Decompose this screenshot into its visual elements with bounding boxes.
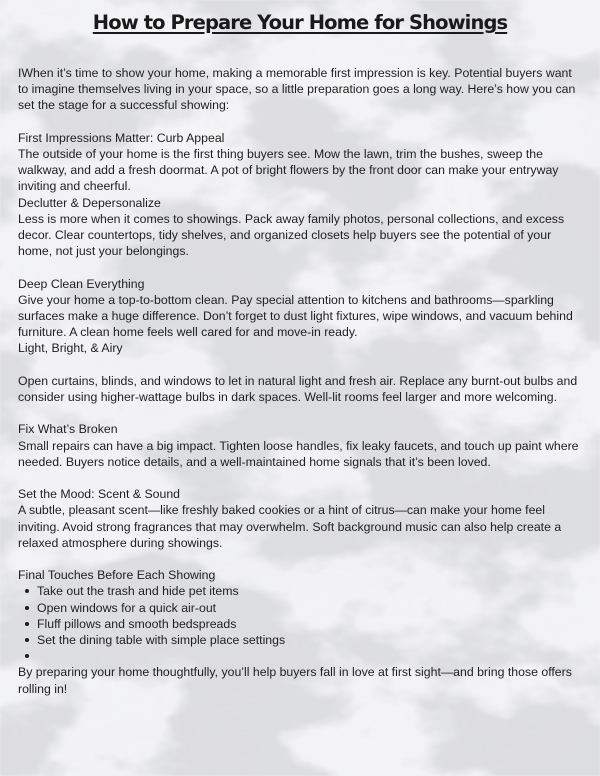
section-text-curb-appeal: The outside of your home is the first thing buyers see. Mow the lawn, trim the bushes, sweep the walkway, and add a fresh doormat. A pot of bright flowers by the front door can make your entryway inviting and cheerful. (18, 147, 559, 194)
document-body (18, 65, 582, 697)
checklist-item: Fluff pillows and smooth bedspreads (37, 616, 582, 632)
section-heading-mood: Set the Mood: Scent & Sound (18, 487, 181, 502)
checklist-item: Set the dining table with simple place settings (37, 632, 582, 648)
section-text-declutter: Less is more when it comes to showings. Pack away family photos, personal collections, and excess decor. Clear countertops, tidy shelves, and organized closets help buyers see the potential of your home, not just your belongings. (18, 211, 565, 259)
document-title: How to Prepare Your Home for Showings (92, 11, 508, 34)
section-text-light: Open curtains, blinds, and windows to let in natural light and fresh air. Replace any burnt-out bulbs and consider using higher-wattage bulbs in dark spaces. Well-lit rooms feel larger and more welcoming. (18, 373, 578, 405)
section-heading-curb-appeal: First Impressions Matter: Curb Appeal (18, 130, 225, 145)
section-text-deep-clean: Give your home a top-to-bottom clean. Pay special attention to kitchens and bathrooms—sparkling surfaces make a huge difference. Don’t forget to dust light fixtures, wipe windows, and vacuum behind furniture. A clean home feels well cared for and move-in ready. (18, 292, 573, 340)
checklist (18, 583, 582, 664)
section-heading-light: Light, Bright, & Airy (18, 341, 123, 356)
checklist-item: Open windows for a quick air-out (37, 600, 582, 616)
closing-paragraph: By preparing your home thoughtfully, you’ll help buyers fall in love at first sight—and bring those offers rolling in! (18, 665, 572, 696)
checklist-item-empty (37, 648, 582, 664)
section-text-mood: A subtle, pleasant scent—like freshly baked cookies or a hint of citrus—can make your home feel inviting. Avoid strong fragrances that may overwhelm. Soft background music can also help create a relaxed atmosphere during showings. (18, 503, 562, 550)
section-heading-final-touches: Final Touches Before Each Showing (18, 568, 216, 583)
section-heading-deep-clean: Deep Clean Everything (18, 276, 145, 291)
section-heading-declutter: Declutter & Depersonalize (18, 195, 161, 210)
section-heading-fix: Fix What’s Broken (18, 422, 118, 437)
section-text-fix: Small repairs can have a big impact. Tighten loose handles, fix leaky faucets, and touch up paint where needed. Buyers notice details, and a well-maintained home signals that it’s been loved. (18, 438, 579, 469)
checklist-item: Take out the trash and hide pet items (37, 583, 582, 599)
intro-paragraph: IWhen it’s time to show your home, making a memorable first impression is key. Potential buyers want to imagine themselves living in your space, so a little preparation goes a long way. Here’s how you can set the stage for a successful showing: (18, 66, 576, 113)
